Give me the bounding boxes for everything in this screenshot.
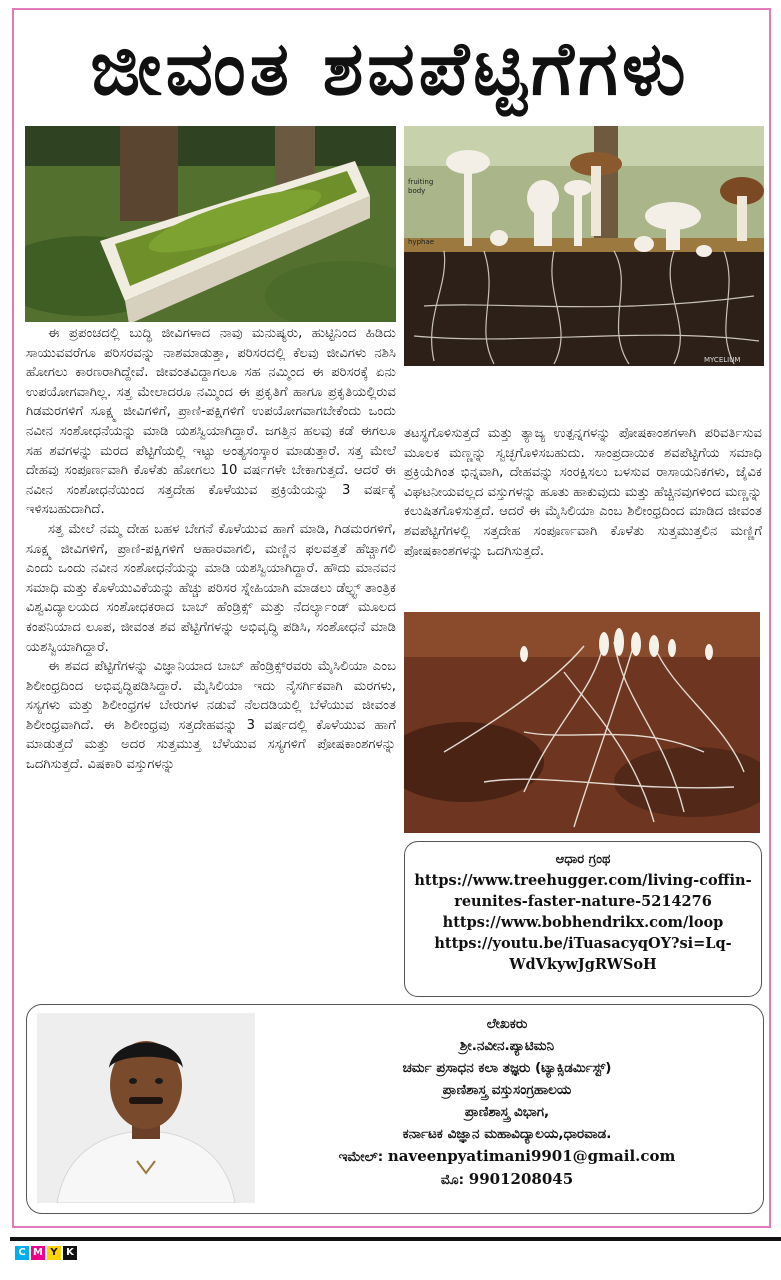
article-paragraph: ಈ ಪ್ರಪಂಚದಲ್ಲಿ ಬುದ್ಧಿ ಜೀವಿಗಳಾದ ನಾವು ಮನುಷ್ಯರು, ಹುಟ್ಟಿನಿಂದ ಹಿಡಿದು ಸಾಯುವವರೆಗೂ ಪರಿಸರವನ್ನು ನಾಶಮಾಡುತ್ತಾ, ಪರಿಸರದಲ್ಲಿ ಕೆಲವು ಜೀವಿಗಳು ನಶಿಸಿ ಹೋಗಲು ಕಾರಣರಾಗಿದ್ದೇವೆ. ಜೀವಂತವಿದ್ದಾಗಲೂ ಸಹ ನಮ್ಮಿಂದ ಈ ಪರಿಸರಕ್ಕೆ ಏನು ಉಪಯೋಗವಾಗಿಲ್ಲ. ಸತ್ತ ಮೇಲಾದರೂ ನಮ್ಮಿಂದ ಈ ಪ್ರಕೃತಿಗೆ ಹಾಗೂ ಪ್ರಕೃತಿಯಲ್ಲಿರುವ ಗಿಡಮರಗಳಿಗೆ ಸೂಕ್ಷ್ಮ ಜೀವಿಗಳಿಗೆ, ಪ್ರಾಣಿ-ಪಕ್ಷಿಗಳಿಗೆ ಉಪಯೋಗವಾಗಬೇಕೆಂದು ಒಂದು ನವೀನ ಸಂಶೋಧನೆಯನ್ನು ಮಾಡಿ ಯಶಸ್ವಿಯಾಗಿದ್ದಾರೆ. ಜಗತ್ತಿನ ಹಲವು ಕಡೆ ಈಗಲೂ ಸಹ ಶವಗಳನ್ನು ಮರದ ಪೆಟ್ಟಿಗೆಯಲ್ಲಿ ಇಟ್ಟು ಅಂತ್ಯಸಂಸ್ಕಾರ ಮಾಡುತ್ತಾರೆ. ಸತ್ತ ಮೇಲೆ ದೇಹವು ಸಂಪೂರ್ಣವಾಗಿ ಕೊಳೆತು ಹೋಗಲು 10 ವರ್ಷಗಳೇ ಬೇಕಾಗುತ್ತದೆ. ಆದರೆ ಈ ನವೀನ ಸಂಶೋಧನೆಯಿಂದ ಸತ್ತದೇಹ ಕೊಳೆಯುವ ಪ್ರಕ್ರಿಯೆಯನ್ನು 3 ವರ್ಷಕ್ಕೆ ಇಳಿಸಬಹುದಾಗಿದೆ. (26, 326, 396, 518)
mycelium-photo (404, 612, 760, 833)
reference-link: https://youtu.be/iTuasacyqOY?si=Lq- (434, 935, 732, 952)
article-paragraph: ಈ ಶವದ ಪೆಟ್ಟಿಗೆಗಳನ್ನು ವಿಜ್ಞಾನಿಯಾದ ಬಾಬ್ ಹೆಂಡ್ರಿಕ್ಸ್‌ರವರು ಮೈಸಿಲಿಯಾ ಎಂಬ ಶಿಲೀಂಧ್ರದಿಂದ ಅಭಿವೃದ್ಧಿಪಡಿಸಿದ್ದಾರೆ. ಮೈಸಿಲಿಯಾ ಇದು ನೈಸರ್ಗಿಕವಾಗಿ ಮರಗಳು, ಸಸ್ಯಗಳು ಮತ್ತು ಶಿಲೀಂಧ್ರಗಳ ಬೇರುಗಳ ನಡುವೆ ನೆಲದಡಿಯಲ್ಲಿ ಬೆಳೆಯುವ ಜೀವಂತ ಶಿಲೀಂಧ್ರವಾಗಿದೆ. ಈ ಶಿಲೀಂಧ್ರವು ಸತ್ತದೇಹವನ್ನು 3 ವರ್ಷದಲ್ಲಿ ಕೊಳೆಯುವ ಹಾಗೆ ಮಾಡುತ್ತದೆ ಮತ್ತು ಅದರ ಸುತ್ತಮುತ್ತ ಬೆಳೆಯುವ ಸಸ್ಯಗಳಿಗೆ ಪೋಷಕಾಂಶಗಳನ್ನು ಒದಗಿಸುತ್ತದೆ. ವಿಷಕಾರಿ ವಸ್ತುಗಳನ್ನು (26, 659, 396, 773)
cmyk-m: M (31, 1246, 45, 1260)
cmyk-color-bar (15, 1246, 79, 1260)
author-box (26, 1004, 764, 1214)
author-role: ಚರ್ಮ ಪ್ರಸಾಧನ ಕಲಾ ತಜ್ಞರು (ಟ್ಯಾಕ್ಸಿಡರ್ಮಿಸ್ಟ್) (402, 1060, 612, 1076)
hyphae-label: hyphae (408, 238, 435, 246)
author-museum: ಪ್ರಾಣಿಶಾಸ್ತ್ರ ವಸ್ತುಸಂಗ್ರಹಾಲಯ (442, 1082, 572, 1098)
author-details (267, 1013, 747, 1191)
reference-link: https://www.treehugger.com/living-coffin- (414, 872, 752, 889)
fruiting-body-label: fruiting (408, 178, 434, 186)
author-email-row (267, 1145, 747, 1168)
footer-rule (10, 1237, 781, 1241)
cmyk-k: K (63, 1246, 77, 1260)
mushroom-mycelium-diagram (404, 126, 764, 366)
mycelium-label: MYCELIUM (704, 356, 741, 364)
svg-text:body: body (408, 187, 426, 195)
article-column-right (404, 424, 762, 561)
phone-label: ಮೊ: (440, 1172, 465, 1188)
reference-link: https://www.bobhendrikx.com/loop (442, 914, 724, 931)
email-label: ಇಮೇಲ್: (338, 1149, 384, 1165)
author-phone: 9901208045 (468, 1170, 574, 1188)
references-box (404, 841, 762, 997)
page-title: ಜೀವಂತ ಶವಪೆಟ್ಟಿಗೆಗಳು (90, 26, 690, 112)
references-title: ಆಧಾರ ಗ್ರಂಥ (555, 852, 611, 867)
author-photo (37, 1013, 255, 1203)
author-heading: ಲೇಖಕರು (486, 1016, 528, 1032)
author-name: ಶ್ರೀ.ನವೀನ.ಪ್ಯಾಟಿಮನಿ (459, 1038, 555, 1054)
article-paragraph: ಸತ್ತ ಮೇಲೆ ನಮ್ಮ ದೇಹ ಬಹಳ ಬೇಗನೆ ಕೊಳೆಯುವ ಹಾಗೆ ಮಾಡಿ, ಗಿಡಮರಗಳಿಗೆ, ಸೂಕ್ಷ್ಮ ಜೀವಿಗಳಿಗೆ, ಪ್ರಾಣಿ-ಪಕ್ಷಿಗಳಿಗೆ ಆಹಾರವಾಗಲಿ, ಮಣ್ಣಿನ ಫಲವತ್ತತೆ ಹೆಚ್ಚಾಗಲಿ ಎಂದು ಒಂದು ನವೀನ ಸಂಶೋಧನೆಯನ್ನು ಮಾಡಿ ಯಶಸ್ವಿಯಾಗಿದ್ದಾರೆ. ಹೌದು ಮಾನವನ ಸಮಾಧಿ ಮತ್ತು ಕೊಳೆಯುವಿಕೆಯನ್ನು ಹೆಚ್ಚು ಪರಿಸರ ಸ್ನೇಹಿಯಾಗಿ ಮಾಡಲು ಡೆಲ್ಫ್ಟ್ ತಾಂತ್ರಿಕ ವಿಶ್ವವಿದ್ಯಾಲಯದ ಸಂಶೋಧಕರಾದ ಬಾಬ್ ಹೆಂಡ್ರಿಕ್ಸ್ ಮತ್ತು ನೆದರ್ಲ್ಯಾಂಡ್ ಮೂಲದ ಕಂಪನಿಯಾದ ಲೂಪ, ಜೀವಂತ ಶವ ಪೆಟ್ಟಿಗೆಗಳನ್ನು ಅಭಿವೃದ್ಧಿ ಪಡಿಸಿ, ಸಂಶೋಧನೆ ಮಾಡಿ ಯಶಸ್ವಿಯಾಗಿದ್ದಾರೆ. (26, 521, 396, 655)
cmyk-y: Y (47, 1246, 61, 1260)
article-column-left (26, 324, 396, 775)
author-college: ಕರ್ನಾಟಕ ವಿಜ್ಞಾನ ಮಹಾವಿದ್ಯಾಲಯ,ಧಾರವಾಡ. (402, 1126, 612, 1142)
reference-link: WdVkywJgRWSoH (509, 956, 657, 973)
author-phone-row (267, 1168, 747, 1191)
article-paragraph: ತಟಸ್ಥಗೊಳಿಸುತ್ತದೆ ಮತ್ತು ತ್ಯಾಜ್ಯ ಉತ್ಪನ್ನಗಳನ್ನು ಪೋಷಕಾಂಶಗಳಾಗಿ ಪರಿವರ್ತಿಸುವ ಮೂಲಕ ಮಣ್ಣನ್ನು ಸ್ವಚ್ಛಗೊಳಿಸಬಹುದು. ಸಾಂಪ್ರದಾಯಿಕ ಶವಪೆಟ್ಟಿಗೆಯ ಸಮಾಧಿ ಪ್ರಕ್ರಿಯೆಗಿಂತ ಭಿನ್ನವಾಗಿ, ದೇಹವನ್ನು ಸಂರಕ್ಷಿಸಲು ಬಳಸುವ ರಾಸಾಯನಿಕಗಳು, ಜೈವಿಕ ವಿಘಟನೀಯವಲ್ಲದ ವಸ್ತುಗಳನ್ನು ಹೂತು ಹಾಕುವುದು ಮತ್ತು ಹೆಚ್ಚಿನವುಗಳಿಂದ ಮಣ್ಣನ್ನು ಕಲುಷಿತಗೊಳಿಸುತ್ತದೆ. ಆದರೆ ಈ ಮೈಸಿಲಿಯಾ ಎಂಬ ಶಿಲೀಂಧ್ರದಿಂದ ಮಾಡಿದ ಜೀವಂತ ಶವಪೆಟ್ಟಿಗೆಗಳಲ್ಲಿ ಸತ್ತದೇಹ ಸಂಪೂರ್ಣವಾಗಿ ಕೊಳೆತು ಸುತ್ತಮುತ್ತಲಿನ ಮಣ್ಣಿಗೆ ಪೋಷಕಾಂಶಗಳನ್ನು ಒದಗಿಸುತ್ತದೆ. (404, 426, 762, 559)
coffin-photo (25, 126, 396, 322)
reference-link: reunites-faster-nature-5214276 (454, 893, 712, 910)
cmyk-c: C (15, 1246, 29, 1260)
author-email[interactable]: naveenpyatimani9901@gmail.com (387, 1147, 676, 1165)
author-department: ಪ್ರಾಣಿಶಾಸ್ತ್ರ ವಿಭಾಗ, (464, 1104, 550, 1120)
